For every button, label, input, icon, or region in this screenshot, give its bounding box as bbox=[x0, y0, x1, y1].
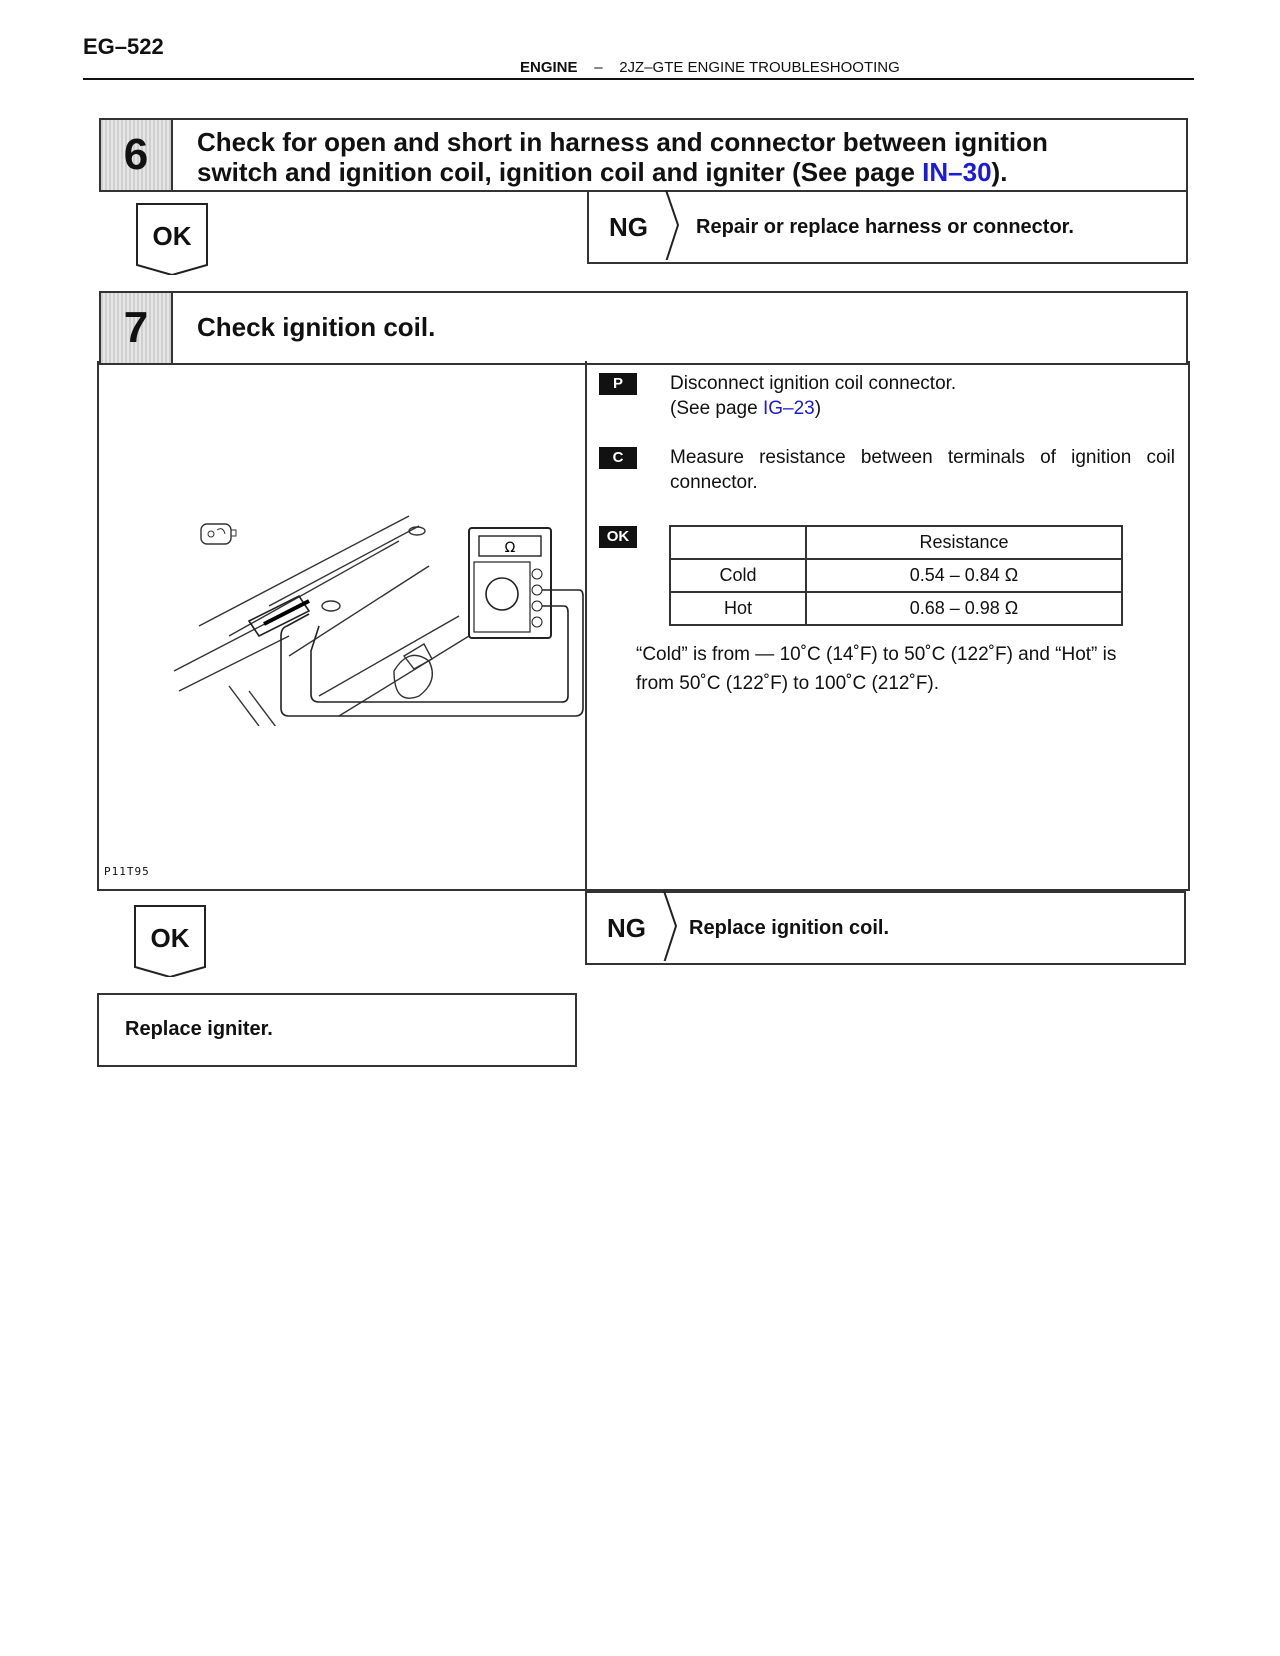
ig-23-link[interactable]: IG–23 bbox=[762, 398, 815, 419]
final-action-box bbox=[97, 993, 577, 1067]
running-head bbox=[520, 59, 900, 76]
table-header-cell: Resistance bbox=[806, 526, 1122, 559]
step-6-title-line1: Check for open and short in harness and connector between ignition bbox=[197, 127, 1048, 157]
ok-spec-icon: OK bbox=[599, 526, 637, 548]
step-7-box bbox=[99, 291, 1188, 365]
temperature-note bbox=[636, 640, 1186, 698]
ng-arrow-icon bbox=[664, 190, 694, 260]
subsection-title: 2JZ–GTE ENGINE TROUBLESHOOTING bbox=[619, 59, 900, 76]
figure-code: P11T95 bbox=[104, 865, 150, 878]
temperature-note-line1: “Cold” is from — 10˚C (14˚F) to 50˚C (122˚F) and “Hot” is bbox=[636, 644, 1117, 665]
step-7-title: Check ignition coil. bbox=[197, 312, 436, 342]
ok-label: OK bbox=[152, 221, 192, 251]
section-title: ENGINE bbox=[520, 59, 578, 76]
final-action-text: Replace igniter. bbox=[125, 1018, 273, 1040]
instruction-measure: Measure resistance between terminals of ignition coil connector. bbox=[670, 447, 1175, 493]
page-code: EG–522 bbox=[83, 34, 164, 59]
table-row bbox=[670, 592, 1122, 625]
resistance-spec-table bbox=[669, 525, 1123, 626]
engine-lines bbox=[174, 516, 469, 726]
step-6-number: 6 bbox=[101, 120, 173, 190]
step-6-title-suffix: ). bbox=[991, 157, 1008, 187]
see-page-text: (See page bbox=[670, 398, 763, 419]
check-icon: C bbox=[599, 447, 637, 469]
table-cell: 0.54 – 0.84 Ω bbox=[806, 559, 1122, 592]
ng-action: Repair or replace harness or connector. bbox=[696, 216, 1074, 238]
table-row bbox=[670, 559, 1122, 592]
step-6-box bbox=[99, 118, 1188, 192]
see-page-suffix: ) bbox=[814, 398, 822, 419]
prepare-icon: P bbox=[599, 373, 637, 395]
table-cell: Cold bbox=[670, 559, 806, 592]
table-cell: 0.68 – 0.98 Ω bbox=[806, 592, 1122, 625]
ng-label: NG bbox=[607, 913, 646, 943]
table-header-row bbox=[670, 526, 1122, 559]
instruction-disconnect-text: Disconnect ignition coil connector. bbox=[670, 373, 957, 394]
step-6-title-text: switch and ignition coil, ignition coil and igniter (See page bbox=[197, 157, 923, 187]
ng-label: NG bbox=[609, 212, 648, 242]
step-6-ok-tag bbox=[136, 203, 208, 275]
step-6-title-line2 bbox=[197, 157, 1177, 187]
step-6-title bbox=[197, 127, 1177, 187]
header-rule bbox=[83, 78, 1194, 80]
instruction-see-page bbox=[670, 396, 1180, 421]
instruction-disconnect bbox=[670, 371, 1180, 421]
multimeter-icon bbox=[469, 528, 551, 638]
ignition-coil bbox=[249, 596, 309, 636]
step-7-ok-tag bbox=[134, 905, 206, 977]
step-7-ng-box bbox=[585, 891, 1186, 965]
step-7-number: 7 bbox=[101, 293, 173, 363]
table-header-cell bbox=[670, 526, 806, 559]
meter-display: Ω bbox=[504, 540, 516, 556]
ng-action: Replace ignition coil. bbox=[689, 917, 890, 939]
connector-icon bbox=[201, 524, 236, 544]
ignition-coil-illustration bbox=[169, 486, 609, 726]
ng-arrow-icon bbox=[662, 891, 692, 961]
separator: – bbox=[594, 59, 603, 76]
step-7-body bbox=[97, 361, 1190, 891]
ok-label: OK bbox=[150, 923, 190, 953]
temperature-note-line2: from 50˚C (122˚F) to 100˚C (212˚F). bbox=[636, 673, 940, 694]
step-6-page-link[interactable]: IN–30 bbox=[922, 157, 992, 187]
step-6-ng-box bbox=[587, 190, 1188, 264]
table-cell: Hot bbox=[670, 592, 806, 625]
